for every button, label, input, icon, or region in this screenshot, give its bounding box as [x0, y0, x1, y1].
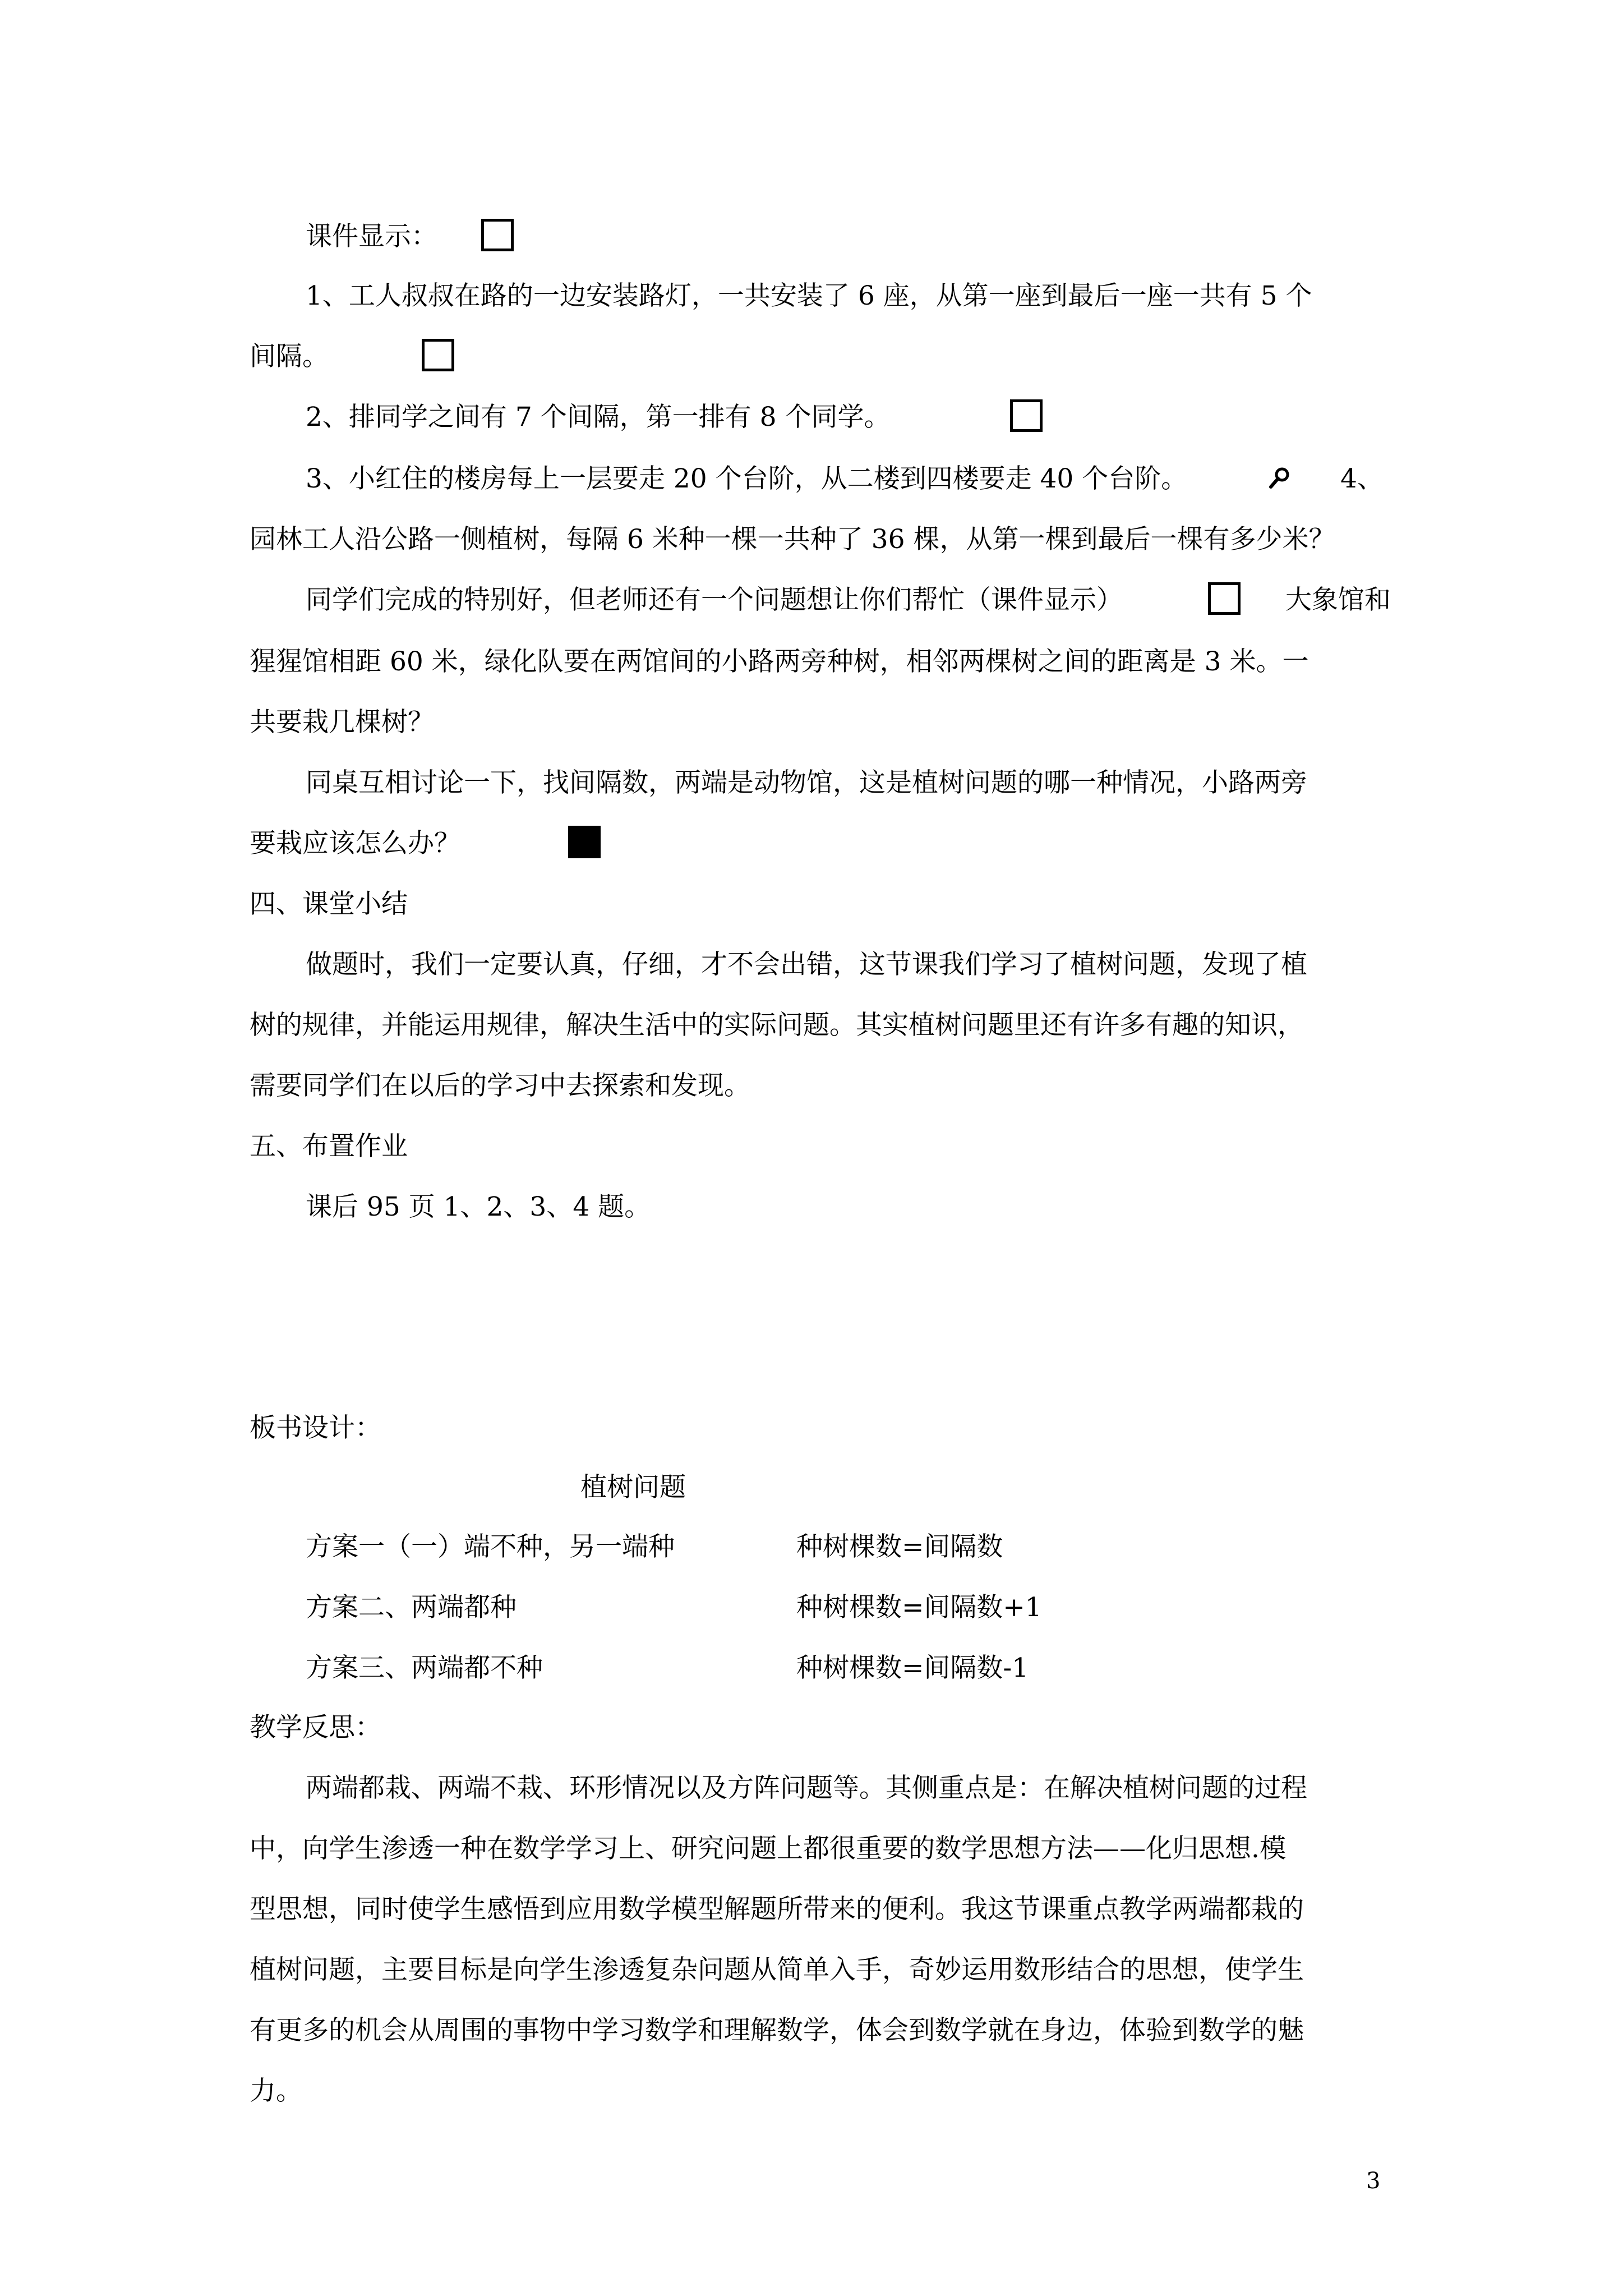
placeholder-box [1208, 582, 1241, 615]
item-1-line-2: 间隔。 [250, 341, 329, 372]
problem-line-2: 猩猩馆相距 60 米，绿化队要在两馆间的小路两旁种树，相邻两棵树之间的距离是 3 米。一 [250, 646, 1309, 677]
reflection-line-4: 植树问题，主要目标是向学生渗透复杂问题从简单入手，奇妙运用数形结合的思想，使学生 [250, 1954, 1304, 1985]
homework-heading: 五、布置作业 [250, 1131, 408, 1162]
page-number: 3 [1366, 2168, 1381, 2194]
item-1-line-1: 1、工人叔叔在路的一边安装路灯，一共安装了 6 座，从第一座到最后一座一共有 5 个 [306, 280, 1312, 311]
board-formula-3: 种树棵数=间隔数-1 [796, 1653, 1029, 1683]
reflection-heading: 教学反思： [250, 1712, 381, 1743]
item-4-text: 园林工人沿公路一侧植树，每隔 6 米种一棵一共种了 36 棵，从第一棵到最后一棵有多少米？ [250, 524, 1335, 555]
item-4-number: 4、 [1340, 463, 1384, 494]
reflection-line-1: 两端都栽、两端不栽、环形情况以及方阵问题等。其侧重点是：在解决植树问题的过程 [306, 1773, 1307, 1803]
filled-box [568, 826, 601, 858]
reflection-line-3: 型思想，同时使学生感悟到应用数学模型解题所带来的便利。我这节课重点教学两端都栽的 [250, 1894, 1304, 1925]
board-formula-1: 种树棵数=间隔数 [796, 1531, 1003, 1562]
summary-line-3: 需要同学们在以后的学习中去探索和发现。 [250, 1070, 750, 1101]
summary-line-2: 树的规律，并能运用规律，解决生活中的实际问题。其实植树问题里还有许多有趣的知识， [250, 1010, 1304, 1041]
discussion-line-2: 要栽应该怎么办？ [250, 828, 460, 859]
board-formula-2: 种树棵数=间隔数+1 [796, 1592, 1042, 1623]
item-3: 3、小红住的楼房每上一层要走 20 个台阶，从二楼到四楼要走 40 个台阶。 [306, 463, 1188, 494]
magnifier-icon [1267, 466, 1292, 490]
board-title: 植树问题 [580, 1472, 686, 1503]
board-plan-1: 方案一（一）端不种，另一端种 [306, 1531, 675, 1562]
homework-text: 课后 95 页 1、2、3、4 题。 [306, 1191, 651, 1222]
placeholder-box [422, 339, 454, 371]
discussion-line-1: 同桌互相讨论一下，找间隔数，两端是动物馆，这是植树问题的哪一种情况，小路两旁 [306, 767, 1307, 798]
summary-heading: 四、课堂小结 [250, 889, 408, 919]
board-heading: 板书设计： [250, 1412, 381, 1443]
item-2: 2、排同学之间有 7 个间隔，第一排有 8 个同学。 [306, 402, 891, 432]
summary-line-1: 做题时，我们一定要认真，仔细，才不会出错，这节课我们学习了植树问题，发现了植 [306, 949, 1307, 980]
courseware-label: 课件显示： [306, 221, 437, 252]
reflection-line-5: 有更多的机会从周围的事物中学习数学和理解数学，体会到数学就在身边，体验到数学的魅 [250, 2015, 1304, 2046]
problem-line-1: 同学们完成的特别好，但老师还有一个问题想让你们帮忙（课件显示） [306, 585, 1123, 615]
placeholder-box [1010, 399, 1043, 432]
board-plan-2: 方案二、两端都种 [306, 1592, 517, 1623]
problem-line-1-end: 大象馆和 [1285, 585, 1391, 615]
reflection-line-2: 中，向学生渗透一种在数学学习上、研究问题上都很重要的数学思想方法——化归思想.模 [250, 1833, 1286, 1864]
reflection-line-6: 力。 [250, 2076, 302, 2106]
placeholder-box [481, 219, 514, 251]
problem-line-3: 共要栽几棵树？ [250, 707, 434, 738]
board-plan-3: 方案三、两端都不种 [306, 1653, 543, 1683]
